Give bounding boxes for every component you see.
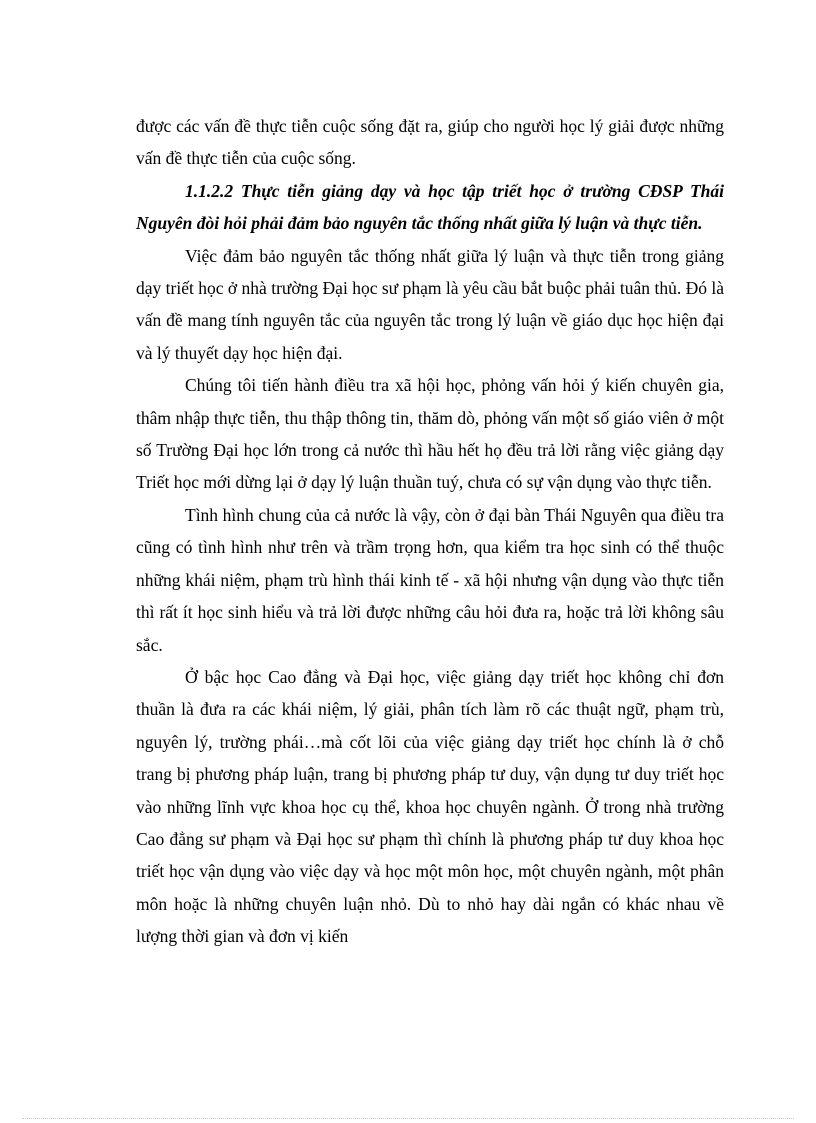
- page-bottom-divider: [22, 1118, 794, 1119]
- paragraph-higher-education: Ở bậc học Cao đẳng và Đại học, việc giảng dạy triết học không chỉ đơn thuần là đưa ra các khái niệm, lý giải, phân tích làm rõ các thuật ngữ, phạm trù, nguyên lý, trường phái…mà cốt lõi của việc giảng dạy triết học chính là ở chỗ trang bị phương pháp luận, trang bị phương pháp tư duy, vận dụng tư duy triết học vào những lĩnh vực khoa học cụ thể, khoa học chuyên ngành. Ở trong nhà trường Cao đẳng sư phạm và Đại học sư phạm thì chính là phương pháp tư duy khoa học triết học vận dụng vào việc dạy và học một môn học, một chuyên ngành, một phân môn hoặc là những chuyên luận nhỏ. Dù to nhỏ hay dài ngắn có khác nhau về lượng thời gian và đơn vị kiến: [136, 666, 724, 947]
- page-body: [136, 110, 724, 953]
- paragraph-survey: Chúng tôi tiến hành điều tra xã hội học, phỏng vấn hỏi ý kiến chuyên gia, thâm nhập thực tiễn, thu thập thông tin, thăm dò, phỏng vấn một số giáo viên ở một số Trường Đại học lớn trong cả nước thì hầu hết họ đều trả lời rằng việc giảng dạy Triết học mới dừng lại ở dạy lý luận thuần tuý, chưa có sự vận dụng vào thực tiễn.: [136, 375, 724, 493]
- section-heading-1-1-2-2: 1.1.2.2 Thực tiễn giảng dạy và học tập triết học ở trường CĐSP Thái Nguyên đòi hỏi phải đảm bảo nguyên tắc thống nhất giữa lý luận và thực tiễn.: [136, 180, 724, 234]
- paragraph-principle: Việc đảm bảo nguyên tắc thống nhất giữa lý luận và thực tiễn trong giảng dạy triết học ở nhà trường Đại học sư phạm là yêu cầu bắt buộc phải tuân thủ. Đó là vấn đề mang tính nguyên tắc của nguyên tắc trong lý luận về giáo dục học hiện đại và lý thuyết dạy học hiện đại.: [136, 245, 724, 363]
- paragraph-thai-nguyen-situation: Tình hình chung của cả nước là vậy, còn ở đại bàn Thái Nguyên qua điều tra cũng có tình hình như trên và trầm trọng hơn, qua kiểm tra học sinh có thể thuộc những khái niệm, phạm trù hình thái kinh tế - xã hội nhưng vận dụng vào thực tiễn thì rất ít học sinh hiểu và trả lời được những câu hỏi đưa ra, hoặc trả lời không sâu sắc.: [136, 504, 724, 655]
- paragraph-continuation: được các vấn đề thực tiễn cuộc sống đặt ra, giúp cho người học lý giải được những vấn đề thực tiễn của cuộc sống.: [136, 116, 724, 169]
